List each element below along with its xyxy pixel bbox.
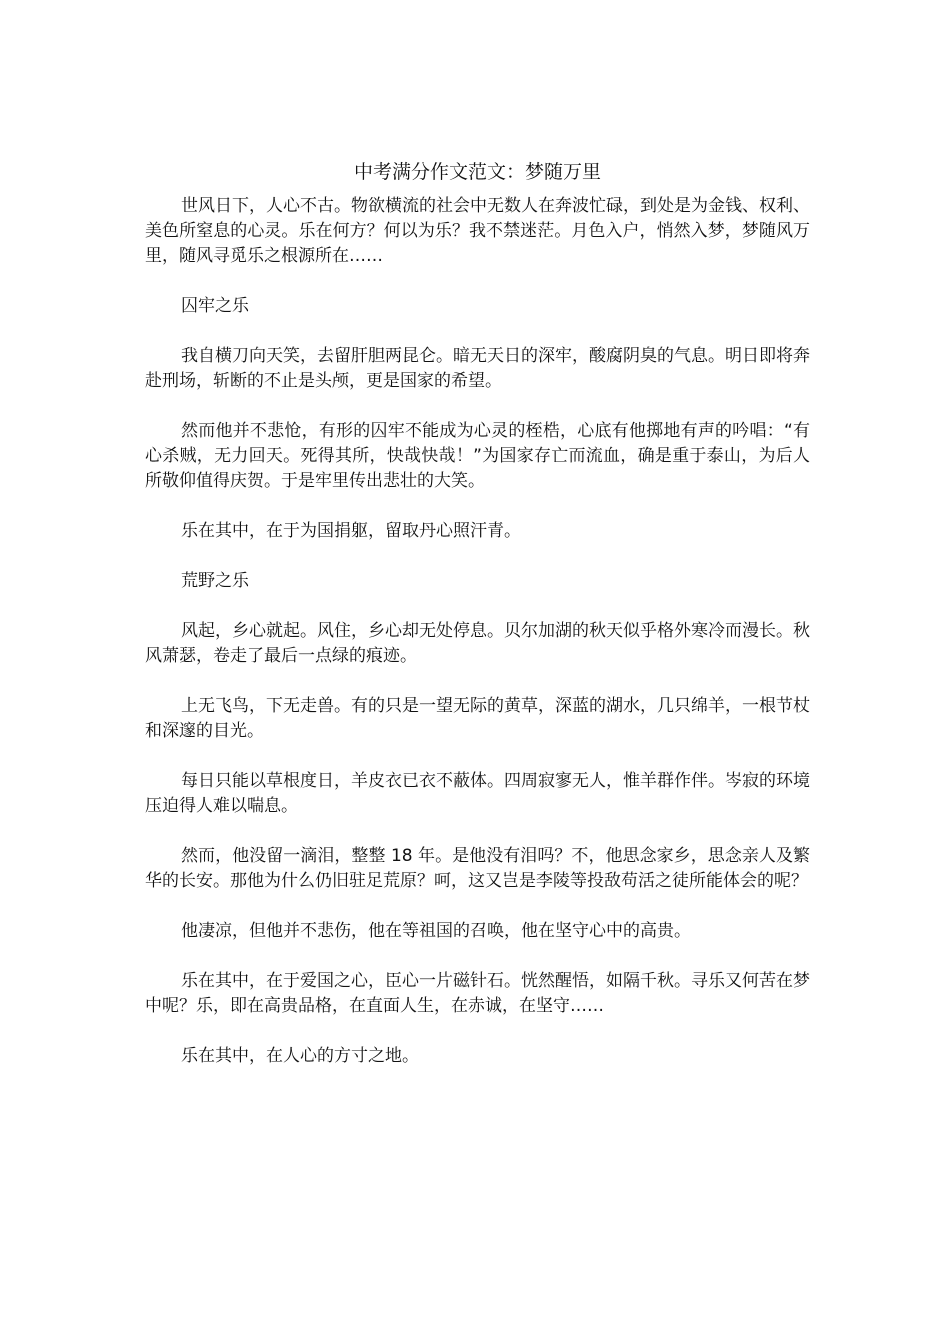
paragraph: 然而，他没留一滴泪，整整 18 年。是他没有泪吗？不，他思念家乡，思念亲人及繁华的长安。那他为什么仍旧驻足荒原？呵，这又岂是李陵等投敌苟活之徒所能体会的呢？ (145, 846, 810, 891)
paragraph: 我自横刀向天笑，去留肝胆两昆仑。暗无天日的深牢，酸腐阴臭的气息。明日即将奔赴刑场，斩断的不止是头颅，更是国家的希望。 (145, 346, 810, 391)
section-heading-wilderness: 荒野之乐 (181, 571, 249, 591)
document-body (145, 158, 810, 1094)
paragraph: 乐在其中，在于爱国之心，臣心一片磁针石。恍然醒悟，如隔千秋。寻乐又何苦在梦中呢？乐，即在高贵品格，在直面人生，在赤诚，在坚守…… (145, 971, 810, 1016)
section-heading-prison: 囚牢之乐 (181, 296, 249, 316)
document-title: 中考满分作文范文：梦随万里 (353, 161, 601, 183)
paragraph-conclusion: 乐在其中，在人心的方寸之地。 (181, 1046, 419, 1066)
paragraph: 乐在其中，在于为国捐躯，留取丹心照汗青。 (181, 521, 521, 541)
paragraph: 风起，乡心就起。风住，乡心却无处停息。贝尔加湖的秋天似乎格外寒冷而漫长。秋风萧瑟，卷走了最后一点绿的痕迹。 (145, 621, 810, 666)
paragraph: 每日只能以草根度日，羊皮衣已衣不蔽体。四周寂寥无人，惟羊群作伴。岑寂的环境压迫得人难以喘息。 (145, 771, 810, 816)
paragraph: 上无飞鸟，下无走兽。有的只是一望无际的黄草，深蓝的湖水，几只绵羊，一根节杖和深邃的目光。 (145, 696, 810, 741)
paragraph-intro: 世风日下，人心不古。物欲横流的社会中无数人在奔波忙碌，到处是为金钱、权利、美色所窒息的心灵。乐在何方？何以为乐？我不禁迷茫。月色入户，悄然入梦，梦随风万里，随风寻觅乐之根源所在…… (145, 196, 810, 266)
paragraph: 他凄凉，但他并不悲伤，他在等祖国的召唤，他在坚守心中的高贵。 (181, 921, 691, 941)
paragraph: 然而他并不悲怆，有形的囚牢不能成为心灵的桎梏，心底有他掷地有声的吟唱：“有心杀贼，无力回天。死得其所，快哉快哉！”为国家存亡而流血，确是重于泰山，为后人所敬仰值得庆贺。于是牢里传出悲壮的大笑。 (145, 421, 810, 491)
